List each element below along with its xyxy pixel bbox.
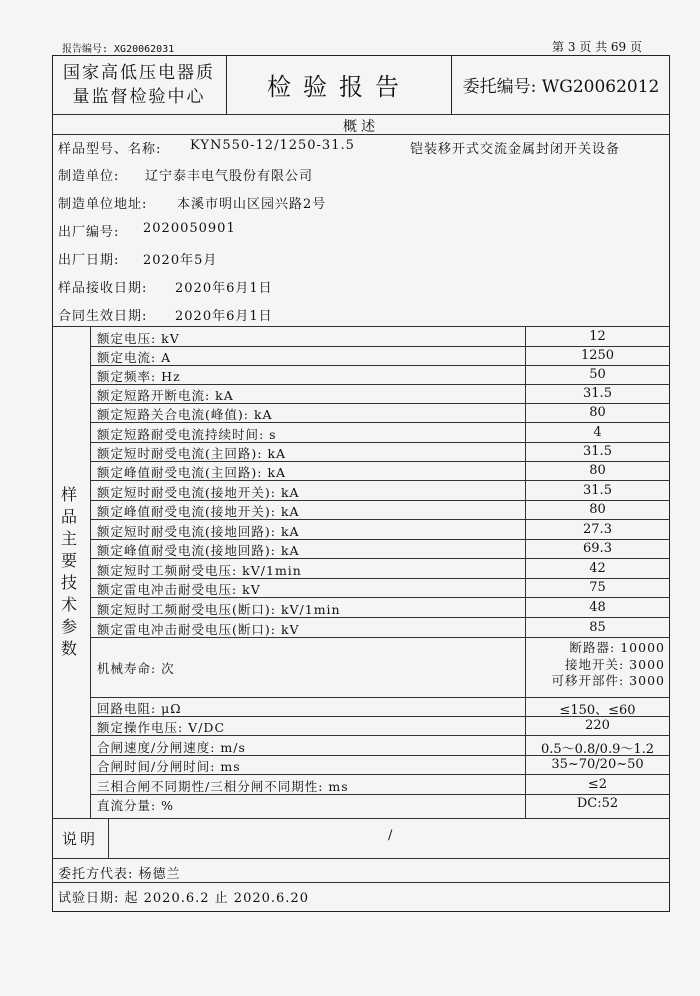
- org-name: [52, 55, 227, 114]
- spec-label: 回路电阻: μΩ: [97, 701, 182, 716]
- spec-value: 31.5: [583, 444, 612, 459]
- report-title: 检验报告: [227, 55, 452, 114]
- spec-label: 额定峰值耐受电流(主回路): kA: [97, 465, 287, 480]
- side-title-char: 参: [60, 617, 77, 636]
- serial-label: 出厂编号:: [58, 225, 120, 240]
- spec-label: 额定电压: kV: [97, 331, 180, 346]
- spec-value: DC:52: [576, 796, 619, 811]
- manufacture-date-value: 2020年5月: [143, 253, 218, 268]
- sample-name-value: 铠装移开式交流金属封闭开关设备: [410, 142, 621, 157]
- contract-date-value: 2020年6月1日: [175, 309, 273, 324]
- notes-col-divider: [108, 818, 109, 858]
- spec-label: 额定短时耐受电流(接地开关): kA: [97, 485, 300, 500]
- spec-label: 合闸时间/分闸时间: ms: [97, 759, 241, 774]
- side-title-char: 数: [60, 639, 77, 658]
- side-title-char: 主: [60, 529, 77, 548]
- spec-value: 69.3: [583, 541, 612, 556]
- org-line-1: 国家高低压电器质: [63, 62, 215, 83]
- spec-value: ≤2: [587, 777, 608, 792]
- spec-value: 31.5: [583, 483, 612, 498]
- spec-label: 额定峰值耐受电流(接地开关): kA: [97, 504, 300, 519]
- spec-value: 1250: [580, 348, 615, 363]
- sample-model-value: KYN550-12/1250-31.5: [190, 138, 355, 153]
- spec-label: 额定操作电压: V/DC: [97, 720, 226, 735]
- divider: [52, 818, 670, 819]
- mech-breaker: 断路器: 10000: [569, 640, 665, 655]
- spec-label: 额定短时工频耐受电压: kV/1min: [97, 563, 302, 578]
- section-title: 概述: [343, 119, 379, 135]
- spec-row-divider: [90, 697, 670, 698]
- spec-value: 0.5～0.8/0.9～1.2: [540, 742, 655, 757]
- client-representative: 委托方代表: 杨德兰: [58, 867, 181, 882]
- received-date-label: 样品接收日期:: [58, 281, 148, 296]
- specs-side-title: [58, 484, 80, 660]
- serial-value: 2020050901: [143, 221, 236, 236]
- page-info: 第 3 页 共 69 页: [552, 40, 642, 54]
- spec-value: 4: [593, 425, 602, 440]
- commission-number: 委托编号: WG20062012: [462, 77, 660, 97]
- spec-value: 27.3: [583, 522, 612, 537]
- mech-removable: 可移开部件: 3000: [551, 673, 665, 688]
- spec-value: 42: [589, 561, 606, 576]
- divider: [52, 114, 670, 115]
- spec-col-divider: [90, 326, 91, 818]
- report-number: 报告编号: XG20062031: [62, 44, 175, 55]
- spec-label: 合闸速度/分闸速度: m/s: [97, 740, 246, 755]
- sample-model-label: 样品型号、名称:: [58, 142, 162, 157]
- spec-label: 额定短时工频耐受电压(断口): kV/1min: [97, 602, 341, 617]
- spec-value: 220: [585, 718, 610, 733]
- report-header: [52, 55, 670, 114]
- side-title-char: 技: [60, 573, 77, 592]
- spec-value: 50: [589, 367, 606, 382]
- mech-earth-switch: 接地开关: 3000: [565, 656, 665, 672]
- divider: [52, 326, 670, 327]
- spec-label: 额定短路关合电流(峰值): kA: [97, 407, 273, 422]
- test-date: 试验日期: 起 2020.6.2 止 2020.6.20: [58, 891, 309, 906]
- divider: [52, 882, 670, 883]
- spec-value: 80: [589, 405, 606, 420]
- side-title-char: 术: [60, 595, 77, 614]
- spec-value: 80: [589, 502, 606, 517]
- spec-label: 直流分量: %: [97, 798, 175, 813]
- manufacturer-value: 辽宁泰丰电气股份有限公司: [145, 169, 314, 184]
- spec-value: ≤150、≤60: [559, 703, 636, 718]
- spec-row-divider: [90, 365, 670, 366]
- spec-label: 额定短时耐受电流(主回路): kA: [97, 446, 287, 461]
- spec-label: 额定短路耐受电流持续时间: s: [97, 427, 277, 442]
- divider: [52, 858, 670, 859]
- manufacture-date-label: 出厂日期:: [58, 253, 120, 268]
- divider: [52, 134, 670, 135]
- spec-value: 31.5: [583, 386, 612, 401]
- spec-label: 额定峰值耐受电流(接地回路): kA: [97, 543, 300, 558]
- manufacturer-label: 制造单位:: [58, 169, 120, 184]
- spec-value: 75: [589, 580, 606, 595]
- mech-life-values: [525, 640, 665, 690]
- notes-label: 说明: [62, 830, 99, 848]
- contract-date-label: 合同生效日期:: [58, 309, 148, 324]
- org-line-2: 量监督检验中心: [72, 86, 206, 107]
- mech-life-label: 机械寿命: 次: [97, 661, 175, 676]
- spec-label: 额定雷电冲击耐受电压: kV: [97, 582, 261, 597]
- spec-value: 48: [589, 600, 606, 615]
- side-title-char: 样: [60, 485, 77, 504]
- spec-label: 额定雷电冲击耐受电压(断口): kV: [97, 622, 300, 637]
- spec-label: 额定短时耐受电流(接地回路): kA: [97, 524, 300, 539]
- address-label: 制造单位地址:: [58, 197, 148, 212]
- spec-value: 35~70/20~50: [551, 757, 644, 772]
- side-title-char: 要: [60, 551, 77, 570]
- spec-label: 额定短路开断电流: kA: [97, 388, 234, 403]
- spec-label: 额定电流: A: [97, 350, 172, 365]
- spec-label: 额定频率: Hz: [97, 369, 181, 384]
- spec-label: 三相合闸不同期性/三相分闸不同期性: ms: [97, 779, 349, 794]
- address-value: 本溪市明山区园兴路2号: [177, 197, 327, 212]
- spec-value: 12: [589, 329, 606, 344]
- spec-value: 85: [589, 620, 606, 635]
- notes-value: /: [388, 828, 394, 843]
- side-title-char: 品: [60, 507, 77, 526]
- received-date-value: 2020年6月1日: [175, 281, 273, 296]
- spec-value: 80: [589, 463, 606, 478]
